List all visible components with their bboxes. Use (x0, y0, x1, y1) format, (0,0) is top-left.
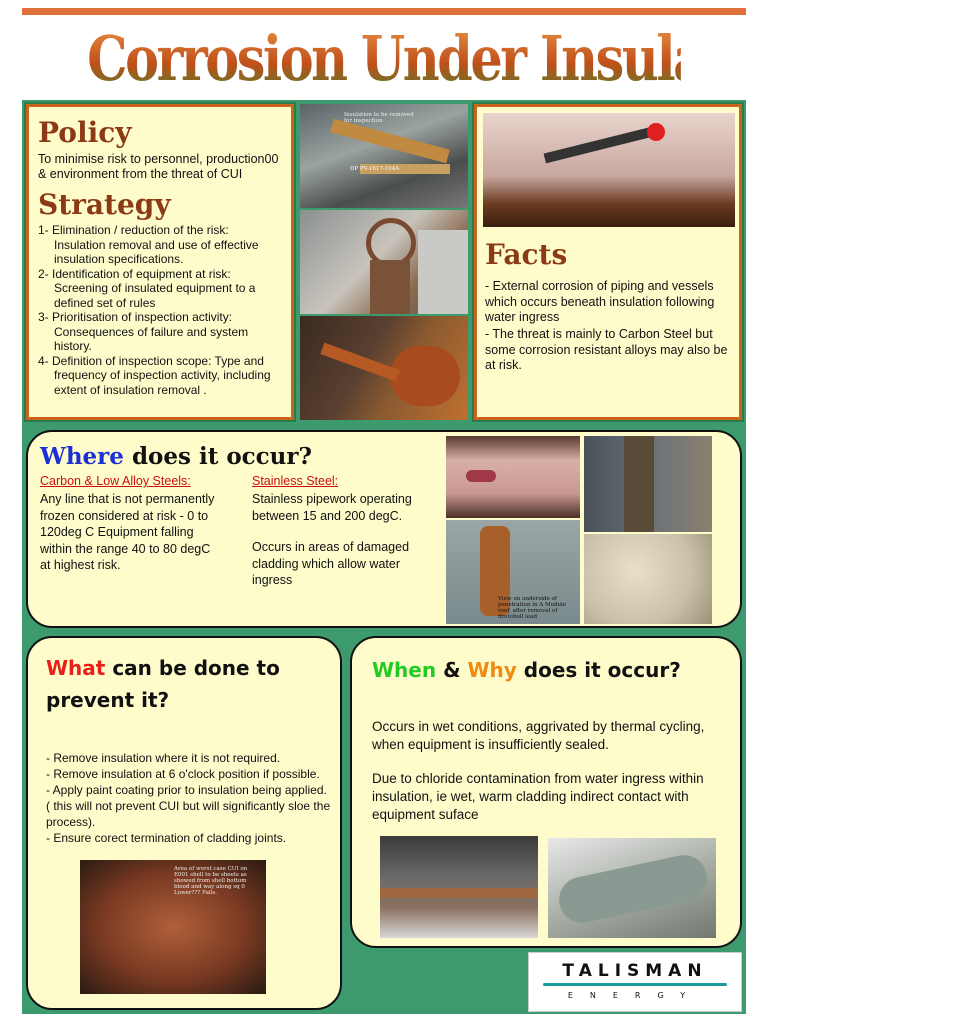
carbon-steel-label: Carbon & Low Alloy Steels: (40, 474, 191, 488)
strategy-item-lead: 1- Elimination / reduction of the risk: (38, 223, 229, 237)
facts-text-2: - The threat is mainly to Carbon Steel but some corrosion resistant alloys may also be at risk. (485, 327, 728, 372)
policy-heading: Policy (38, 116, 132, 149)
strategy-list (38, 223, 283, 397)
photo-caption: View on underside of penetration in A Module roof, after removal of firetoboll lead (498, 596, 567, 620)
strategy-item-lead: 4- Definition of inspection scope: Type and (38, 353, 264, 368)
what-heading-rest: can be done to prevent it? (46, 656, 280, 712)
photo-insulated-pipework (300, 104, 468, 208)
what-heading (46, 652, 326, 716)
when-panel (350, 636, 742, 948)
photo-pipe-stain (446, 436, 580, 518)
facts-panel (474, 104, 742, 420)
photo-caption: Area of worst case CUI on E001 shell to be sheets as showed from shell bottom blood and way along sq 0 Lower??? Falls. (174, 866, 248, 896)
what-list (46, 750, 332, 846)
what-panel (26, 636, 342, 1010)
strategy-item-detail: Insulation removal and use of effective insulation specifications. (54, 237, 259, 266)
photo-corroded-pipe (300, 316, 468, 420)
photo-penetration-underside (446, 520, 580, 624)
policy-text: To minimise risk to personnel, production00 & environment from the threat of CUI (38, 152, 279, 181)
logo-swoosh (543, 983, 727, 986)
where-heading-keyword: Where (40, 443, 124, 470)
what-item: - Remove insulation where it is not required. (46, 751, 281, 765)
when-heading-why: Why (467, 658, 517, 682)
photo-caption: Insulation to be removed for inspection (344, 112, 414, 124)
strategy-item-detail: Screening of insulated equipment to a defined set of rules (54, 281, 256, 310)
facts-heading: Facts (485, 238, 568, 271)
what-heading-keyword: What (46, 656, 106, 680)
what-item: - Ensure corect termination of cladding joints. (46, 831, 287, 845)
strategy-item (38, 310, 283, 354)
photo-damaged-cladding (548, 838, 716, 938)
photo-corroded-shell (80, 860, 266, 994)
photo-wet-cladding (380, 836, 538, 938)
when-heading (372, 654, 732, 686)
where-heading (40, 442, 312, 472)
where-panel (26, 430, 742, 628)
strategy-item (38, 267, 283, 311)
photo-stained-surface (584, 534, 712, 624)
what-item: - Apply paint coating prior to insulation being applied. ( this will not prevent CUI but will significantly sloe the process). (46, 783, 331, 829)
logo-text-bottom: ENERGY (567, 991, 703, 1000)
when-text-2: Due to chloride contamination from water ingress within insulation, ie wet, warm cladding indirect contact with equipment suface (372, 771, 704, 822)
facts-text-1: - External corrosion of piping and vessels which occurs beneath insulation following water ingress (485, 279, 715, 324)
photo-corroded-vessel (483, 113, 735, 227)
what-item: - Remove insulation at 6 o'clock position if possible. (46, 767, 320, 781)
strategy-heading: Strategy (38, 188, 171, 221)
when-heading-when: When (372, 658, 437, 682)
stainless-steel-label: Stainless Steel: (252, 474, 339, 488)
strategy-item (38, 354, 283, 398)
photo-valve-wheel (300, 210, 468, 314)
where-heading-rest: does it occur? (123, 443, 312, 470)
page-title: Corrosion Under Insulation - CUI (87, 14, 681, 104)
logo-text-top: TALISMAN (562, 961, 708, 981)
strategy-item-detail: Consequences of failure and system history. (54, 324, 249, 353)
photo-pipe-support (584, 436, 712, 532)
when-text-1: Occurs in wet conditions, aggrivated by thermal cycling, when equipment is insufficiently sealed. (372, 719, 705, 752)
strategy-item-lead: 3- Prioritisation of inspection activity: (38, 310, 233, 324)
strategy-item (38, 223, 283, 267)
policy-strategy-panel (26, 104, 294, 420)
talisman-logo (528, 952, 742, 1012)
strategy-item-lead: 2- Identification of equipment at risk: (38, 266, 231, 281)
strategy-item-detail: frequency of inspection activity, including extent of insulation removal . (54, 368, 271, 397)
when-heading-rest: does it occur? (516, 658, 681, 682)
photo-tag: DP PV-1617-104A (350, 166, 400, 172)
stainless-steel-text-2: Occurs in areas of damaged cladding which allow water ingress (252, 540, 410, 587)
stainless-steel-text-1: Stainless pipework operating between 15 and 200 degC. (252, 492, 412, 523)
when-heading-amp: & (436, 658, 468, 682)
carbon-steel-text: Any line that is not permanently frozen considered at risk - 0 to 120deg C Equipment falling within the range 40 to 80 degC at highest risk. (40, 492, 215, 572)
